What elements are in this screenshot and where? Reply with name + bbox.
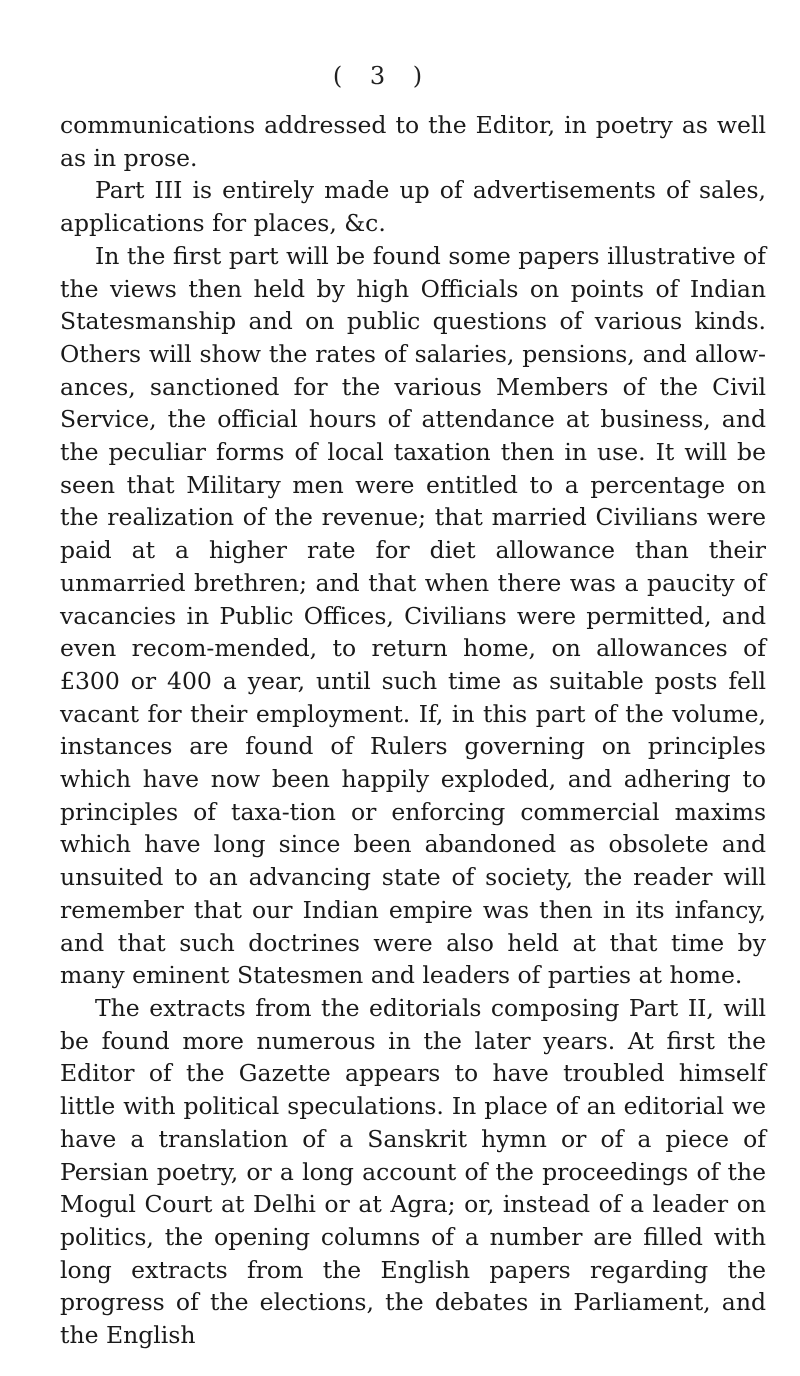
body-text xyxy=(60,109,766,1352)
paragraph-first-part: In the first part will be found some papers illustrative of the views then held by high Officials on points of Indian Statesmanship and on public questions of various kinds. Others will show the rates of salaries, pensions, and allow-ances, sanctioned for the various Members of the Civil Service, the official hours of attendance at business, and the peculiar forms of local taxation then in use. It will be seen that Military men were entitled to a percentage on the realization of the revenue; that married Civilians were paid at a higher rate for diet allowance than their unmarried brethren; and that when there was a paucity of vacancies in Public Offices, Civilians were permitted, and even recom-mended, to return home, on allowances of £300 or 400 a year, until such time as suitable posts fell vacant for their employment. If, in this part of the volume, instances are found of Rulers governing on principles which have now been happily exploded, and adhering to principles of taxa-tion or enforcing commercial maxims which have long since been abandoned as obsolete and unsuited to an advancing state of society, the reader will remember that our Indian empire was then in its infancy, and that such doctrines were also held at that time by many eminent Statesmen and leaders of parties at home. xyxy=(60,241,766,990)
paragraph-part-two: The extracts from the editorials composing Part II, will be found more numerous in the later years. At first the Editor of the Gazette appears to have troubled himself little with political speculations. In place of an editorial we have a translation of a Sanskrit hymn or of a piece of Persian poetry, or a long account of the proceedings of the Mogul Court at Delhi or at Agra; or, instead of a leader on politics, the opening columns of a number are filled with long extracts from the English papers regarding the progress of the elections, the debates in Parliament, and the English xyxy=(60,993,766,1350)
paragraph-part-three: Part III is entirely made up of advertisements of sales, applications for places, &c. xyxy=(60,176,766,238)
page-number: ( 3 ) xyxy=(332,62,433,90)
paragraph-continuation: communications addressed to the Editor, in poetry as well as in prose. xyxy=(60,111,766,172)
